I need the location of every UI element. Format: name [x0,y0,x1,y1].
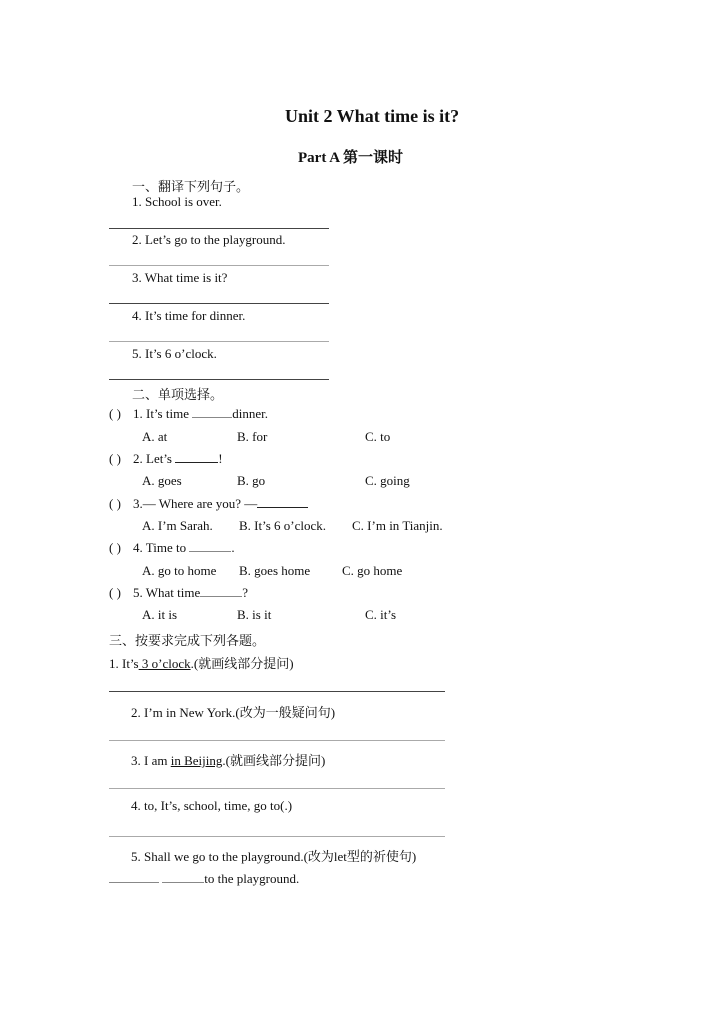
section1-item: 4. It’s time for dinner. [132,308,246,323]
q3-underlined: in Beijing [170,753,223,768]
q1-instruction: .(就画线部分提问) [190,656,294,671]
q1-prefix: 1. It’s [109,656,139,671]
question-prefix: 1. It’s time [133,406,193,421]
q5-answer-tail: to the playground. [204,871,300,886]
section3-question-3 [131,750,325,769]
option-c: C. I’m in Tianjin. [352,518,443,533]
answer-line [109,265,329,266]
blank [189,540,231,552]
option-a: A. go to home [142,563,217,578]
question-suffix: ? [242,585,249,600]
option-a: A. goes [142,473,182,488]
question-prefix: 5. What time [133,585,201,600]
question-text [133,406,268,422]
section1-item: 5. It’s 6 o’clock. [132,346,217,361]
section3-question-1 [109,653,294,672]
page-title: Unit 2 What time is it? [285,106,460,126]
answer-line [109,303,329,304]
answer-line [109,740,445,741]
option-a: A. I’m Sarah. [142,518,213,533]
question-suffix: ! [218,451,223,466]
q3-prefix: 3. I am [131,753,171,768]
answer-line [109,788,445,789]
section1-item: 3. What time is it? [132,270,228,285]
section3-question-4: 4. to, It’s, school, time, go to(.) [131,798,293,813]
blank [200,585,242,597]
question-prefix: 4. Time to [133,540,190,555]
option-b: B. goes home [239,563,311,578]
answer-line [109,379,329,380]
option-a: A. at [142,429,168,444]
question-prefix: 2. Let’s [133,451,176,466]
option-b: B. It’s 6 o’clock. [239,518,327,533]
section1-item: 1. School is over. [132,194,222,209]
section1-item: 2. Let’s go to the playground. [132,232,286,247]
question-prefix: 3.— Where are you? — [133,496,258,511]
q1-underlined: 3 o’clock [138,656,191,671]
answer-paren: ( ) [109,540,121,555]
option-b: B. is it [237,607,272,622]
answer-line [109,341,329,342]
option-c: C. to [365,429,391,444]
question-text [133,540,235,556]
question-suffix: . [231,540,235,555]
answer-line [109,228,329,229]
option-b: B. for [237,429,268,444]
option-a: A. it is [142,607,178,622]
blank [175,451,218,463]
option-c: C. it’s [365,607,397,622]
question-text [133,451,223,467]
answer-paren: ( ) [109,496,121,511]
answer-line [109,836,445,837]
question-suffix: dinner. [232,406,268,421]
answer-paren: ( ) [109,585,121,600]
blank [162,871,204,883]
blank [257,496,308,508]
q5-answer-row [109,871,299,887]
question-text [133,496,308,512]
blank [109,871,159,883]
blank [192,406,232,418]
question-text [133,585,248,601]
page-subtitle: Part A 第一课时 [298,150,403,166]
section3-question-2: 2. I’m in New York.(改为一般疑问句) [131,705,336,720]
section3-heading: 三、按要求完成下列各题。 [109,633,266,648]
answer-paren: ( ) [109,406,121,421]
answer-paren: ( ) [109,451,121,466]
section2-heading: 二、单项选择。 [132,387,224,402]
q3-instruction: .(就画线部分提问) [222,753,326,768]
option-c: C. go home [342,563,403,578]
option-b: B. go [237,473,266,488]
option-c: C. going [365,473,410,488]
section1-heading: 一、翻译下列句子。 [132,179,250,194]
section3-question-5: 5. Shall we go to the playground.(改为let型的祈使句) [131,849,417,864]
answer-line [109,691,445,692]
